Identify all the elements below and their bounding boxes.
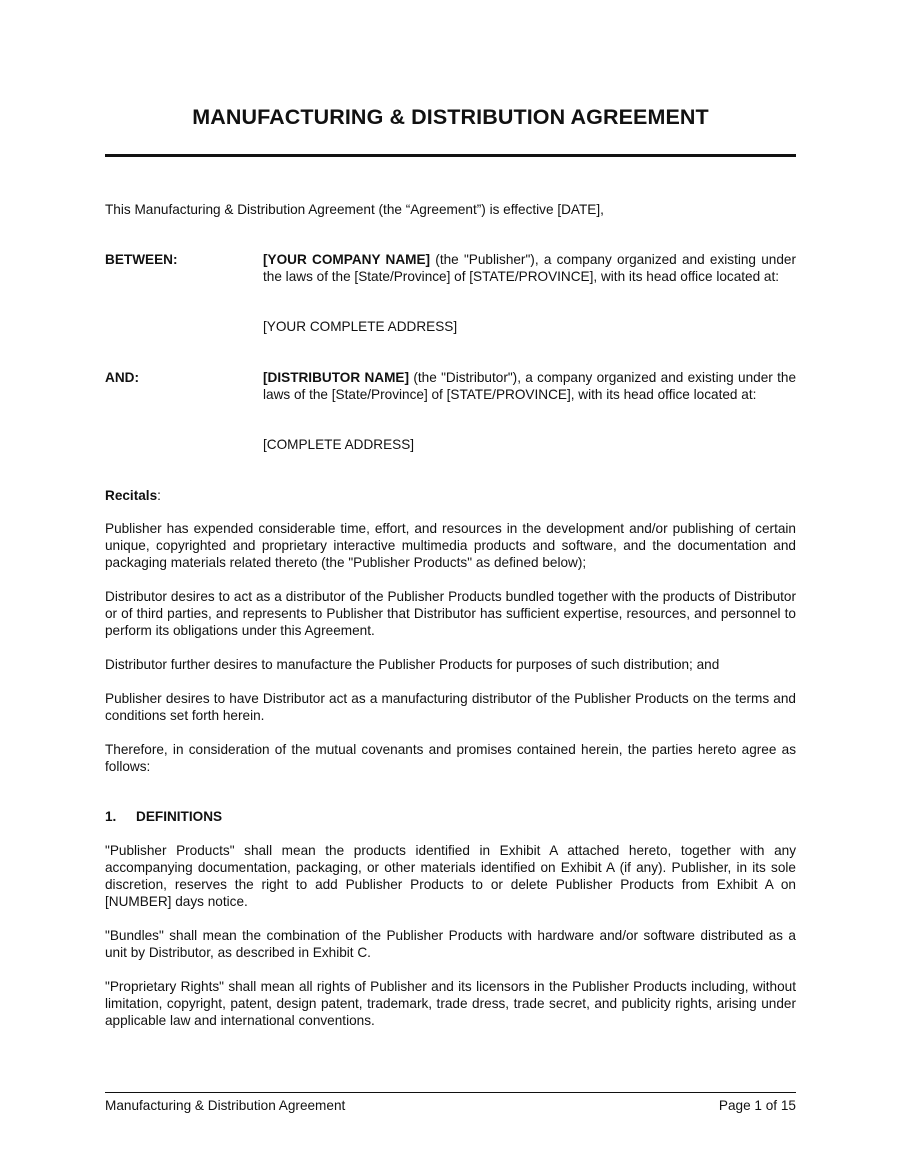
recital-paragraph-3: Distributor further desires to manufacture the Publisher Products for purposes of such distribution; and [105, 657, 720, 672]
document-title: MANUFACTURING & DISTRIBUTION AGREEMENT [192, 105, 709, 129]
section-title: DEFINITIONS [136, 809, 223, 824]
recital-paragraph-2: Distributor desires to act as a distributor of the Publisher Products bundled together with the products of Distributor or of third parties, and represents to Publisher that Distributor has sufficient expertise, resources, and personnel to perform its obligations under this Agreement. [105, 589, 796, 638]
publisher-address: [YOUR COMPLETE ADDRESS] [263, 319, 458, 334]
recital-paragraph-1: Publisher has expended considerable time, effort, and resources in the development and/or publishing of certain unique, copyrighted and proprietary interactive multimedia products and software, and the documentation and packaging materials related thereto (the "Publisher Products" as defined below); [105, 521, 796, 570]
intro-paragraph: This Manufacturing & Distribution Agreement (the “Agreement”) is effective [DATE], [105, 202, 604, 217]
and-label: AND: [105, 370, 139, 385]
recitals-heading: Recitals: [105, 488, 161, 503]
between-label: BETWEEN: [105, 252, 178, 267]
distributor-party-text [263, 369, 796, 403]
footer-document-name: Manufacturing & Distribution Agreement [105, 1098, 346, 1113]
distributor-address: [COMPLETE ADDRESS] [263, 437, 415, 452]
recital-paragraph-5: Therefore, in consideration of the mutual covenants and promises contained herein, the parties hereto agree as follows: [105, 742, 796, 774]
footer-divider [105, 1092, 796, 1093]
distributor-name: [DISTRIBUTOR NAME] [263, 370, 410, 385]
footer-page-number: Page 1 of 15 [718, 1098, 796, 1113]
definition-paragraph-2: "Bundles" shall mean the combination of the Publisher Products with hardware and/or software distributed as a unit by Distributor, as described in Exhibit C. [105, 928, 796, 960]
publisher-description: (the "Publisher"), a company organized and existing under the laws of the [State/Province] of [STATE/PROVINCE], with its head office located at: [263, 252, 796, 284]
recital-paragraph-4: Publisher desires to have Distributor act as a manufacturing distributor of the Publisher Products on the terms and conditions set forth herein. [105, 691, 796, 723]
distributor-description: (the "Distributor"), a company organized and existing under the laws of the [State/Province] of [STATE/PROVINCE], with its head office located at: [263, 370, 796, 402]
publisher-party-text [263, 251, 796, 285]
definition-paragraph-1: "Publisher Products" shall mean the products identified in Exhibit A attached hereto, together with any accompanying documentation, packaging, or other materials identified on Exhibit A (if any). Publisher, in its sole discretion, reserves the right to add Publisher Products to or delete Publisher Products from Exhibit A on [NUMBER] days notice. [105, 843, 796, 909]
definition-paragraph-3: "Proprietary Rights" shall mean all rights of Publisher and its licensors in the Publisher Products including, without limitation, copyright, patent, design patent, trademark, trade dress, trade secret, and publicity rights, arising under applicable law and international conventions. [105, 979, 796, 1028]
title-divider [105, 154, 796, 157]
publisher-name: [YOUR COMPANY NAME] [263, 252, 431, 267]
section-number: 1. [105, 809, 117, 824]
